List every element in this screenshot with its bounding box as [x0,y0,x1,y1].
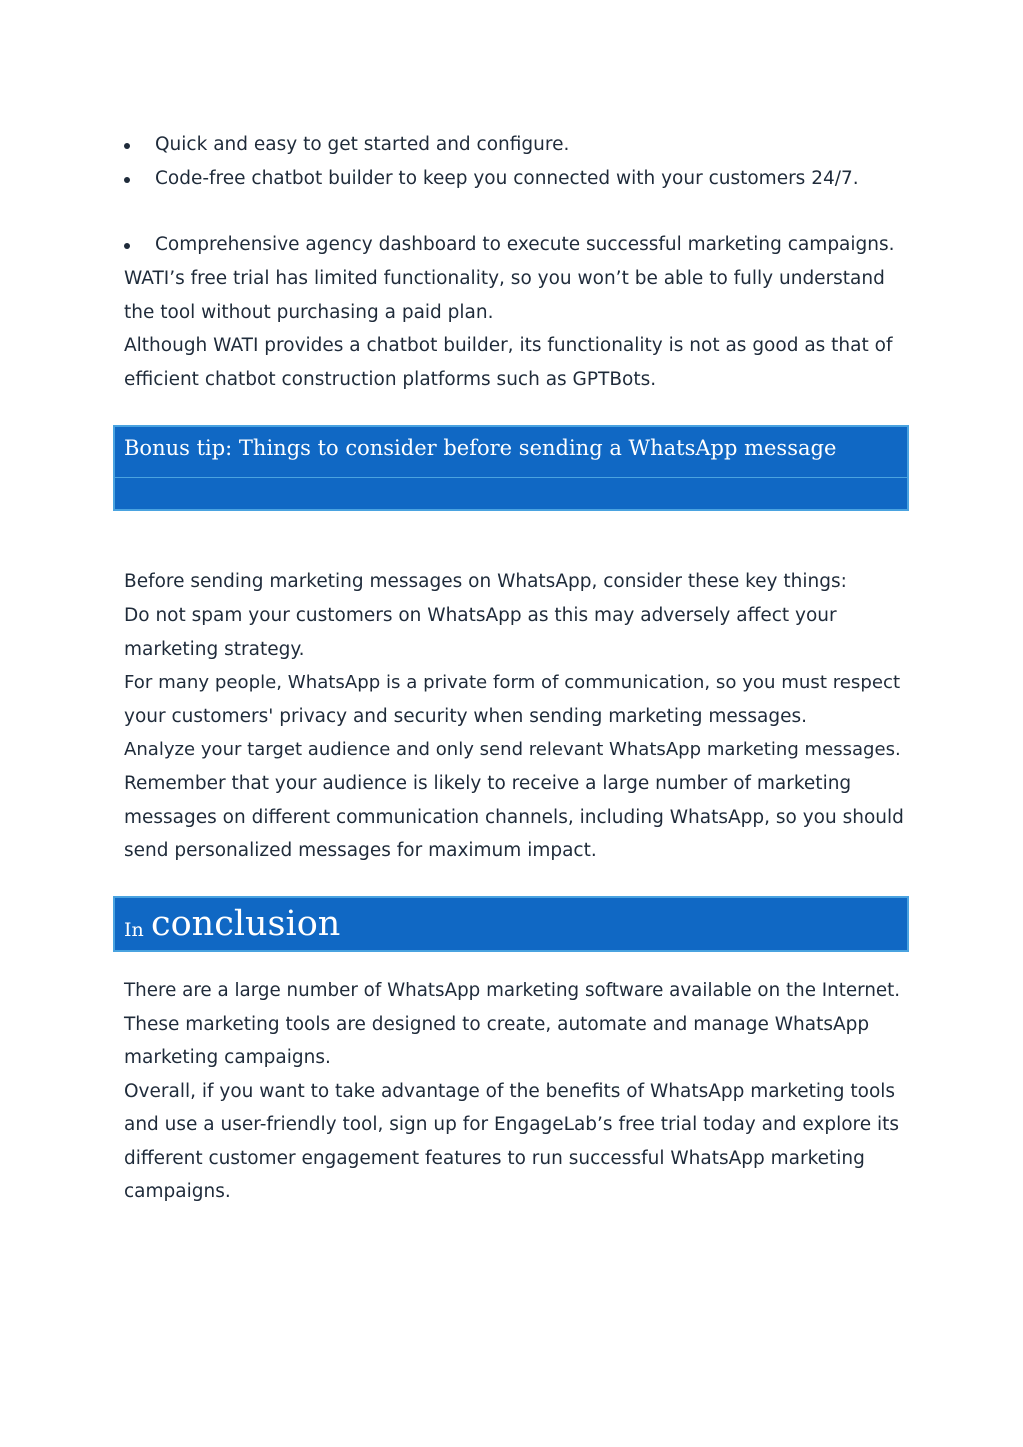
paragraph-line: marketing campaigns. [124,1047,331,1068]
bullet-dot-icon [124,177,130,183]
bonus-tip-banner [113,425,909,511]
conclusion-heading: conclusion [151,904,341,944]
paragraph-line: Overall, if you want to take advantage of the benefits of WhatsApp marketing tools [124,1081,896,1102]
paragraph-line: and use a user-friendly tool, sign up for EngageLab’s free trial today and explore its [124,1114,900,1135]
paragraph-line: Do not spam your customers on WhatsApp as this may adversely affect your [124,605,837,626]
paragraph-line: WATI’s free trial has limited functionality, so you won’t be able to fully understand [124,268,885,289]
paragraph-line: different customer engagement features to run successful WhatsApp marketing [124,1148,865,1169]
bullet-text: Quick and easy to get started and configure. [155,134,570,155]
paragraph-line: Although WATI provides a chatbot builder, its functionality is not as good as that of [124,335,893,356]
bullet-text: Comprehensive agency dashboard to execute successful marketing campaigns. [155,234,895,255]
paragraph-line: campaigns. [124,1181,231,1202]
banner-divider [115,477,907,478]
paragraph-line: Analyze your target audience and only send relevant WhatsApp marketing messages. [124,739,901,760]
paragraph-line: messages on different communication channels, including WhatsApp, so you should [124,807,904,828]
bullet-dot-icon [124,243,130,249]
conclusion-banner [113,896,909,952]
bonus-tip-heading: Bonus tip: Things to consider before sending a WhatsApp message [124,436,837,460]
paragraph-line: the tool without purchasing a paid plan. [124,302,494,323]
paragraph-line: These marketing tools are designed to create, automate and manage WhatsApp [124,1014,870,1035]
bullet-text: Code-free chatbot builder to keep you connected with your customers 24/7. [155,168,859,189]
paragraph-line: marketing strategy. [124,639,305,660]
paragraph-line: For many people, WhatsApp is a private form of communication, so you must respect [124,672,901,693]
paragraph-line: Before sending marketing messages on WhatsApp, consider these key things: [124,571,847,592]
paragraph-line: Remember that your audience is likely to receive a large number of marketing [124,773,852,794]
conclusion-heading-prefix: In [124,919,144,941]
bullet-dot-icon [124,143,130,149]
paragraph-line: efficient chatbot construction platforms such as GPTBots. [124,369,657,390]
paragraph-line: There are a large number of WhatsApp marketing software available on the Internet. [124,980,901,1001]
paragraph-line: your customers' privacy and security when sending marketing messages. [124,706,808,727]
paragraph-line: send personalized messages for maximum impact. [124,840,597,861]
